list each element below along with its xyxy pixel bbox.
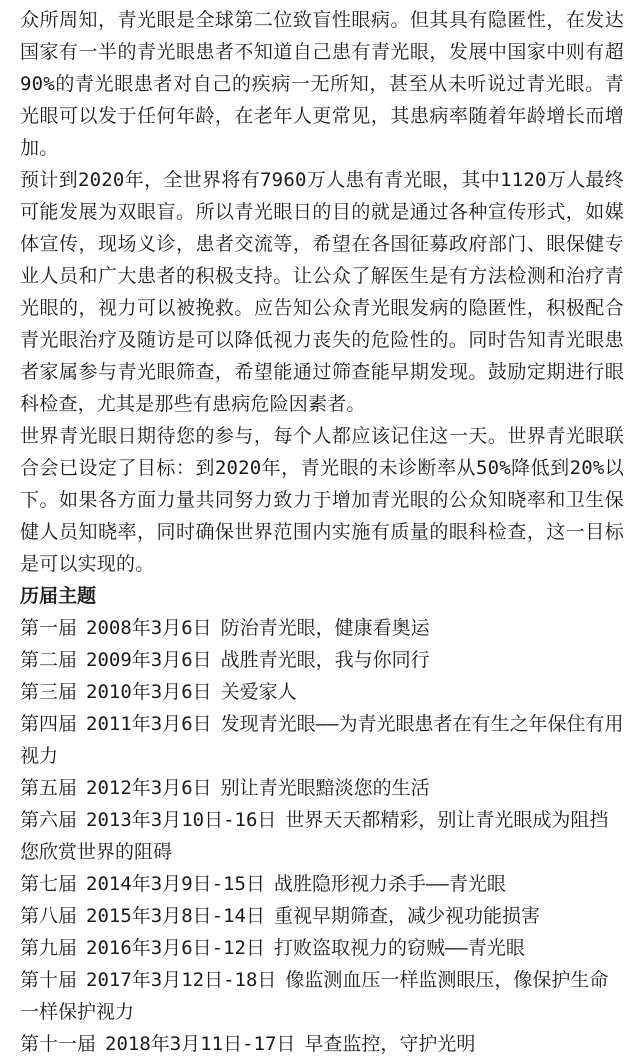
list-item xyxy=(20,868,624,900)
list-item xyxy=(20,1028,624,1060)
theme-text: 战胜青光眼，我与你同行 xyxy=(220,649,430,671)
theme-date: 2016年3月6日-12日 xyxy=(86,937,265,959)
theme-date: 2009年3月6日 xyxy=(86,649,212,671)
theme-edition: 第一届 xyxy=(20,617,78,639)
theme-edition: 第三届 xyxy=(20,681,78,703)
list-item xyxy=(20,644,624,676)
theme-edition: 第九届 xyxy=(20,937,78,959)
theme-text: 战胜隐形视力杀手——青光眼 xyxy=(273,873,506,895)
theme-edition: 第十届 xyxy=(20,969,78,991)
section-title-past-themes: 历届主题 xyxy=(20,585,97,607)
theme-date: 2011年3月6日 xyxy=(86,713,212,735)
theme-date: 2010年3月6日 xyxy=(86,681,212,703)
theme-text: 发现青光眼——为青光眼患者在有生之年保住有用视力 xyxy=(20,713,624,767)
theme-text: 关爱家人 xyxy=(220,681,297,703)
intro-paragraph: 众所周知，青光眼是全球第二位致盲性眼病。但其具有隐匿性，在发达国家有一半的青光眼患者不知道自己患有青光眼，发展中国家中则有超90%的青光眼患者对自己的疾病一无所知，甚至从未听说过青光眼。青光眼可以发于任何年龄，在老年人更常见，其患病率随着年龄增长而增加。 xyxy=(20,9,624,159)
theme-date: 2013年3月10日-16日 xyxy=(86,809,277,831)
theme-date: 2015年3月8日-14日 xyxy=(86,905,265,927)
theme-edition: 第四届 xyxy=(20,713,78,735)
list-item xyxy=(20,708,624,772)
theme-text: 防治青光眼，健康看奥运 xyxy=(220,617,430,639)
theme-edition: 第十一届 xyxy=(20,1033,97,1055)
list-item xyxy=(20,900,624,932)
participation-paragraph: 世界青光眼日期待您的参与，每个人都应该记住这一天。世界青光眼联合会已设定了目标：到2020年，青光眼的未诊断率从50%降低到20%以下。如果各方面力量共同努力致力于增加青光眼的公众知晓率和卫生保健人员知晓率，同时确保世界范围内实施有质量的眼科检查，这一目标是可以实现的。 xyxy=(20,425,624,575)
list-item xyxy=(20,676,624,708)
theme-date: 2014年3月9日-15日 xyxy=(86,873,265,895)
theme-date: 2012年3月6日 xyxy=(86,777,212,799)
themes-list xyxy=(20,612,624,1060)
theme-edition: 第二届 xyxy=(20,649,78,671)
theme-text: 别让青光眼黯淡您的生活 xyxy=(220,777,430,799)
list-item xyxy=(20,932,624,964)
theme-date: 2018年3月11日-17日 xyxy=(105,1033,296,1055)
theme-date: 2017年3月12日-18日 xyxy=(86,969,277,991)
theme-edition: 第五届 xyxy=(20,777,78,799)
list-item xyxy=(20,964,624,1028)
theme-edition: 第八届 xyxy=(20,905,78,927)
list-item xyxy=(20,772,624,804)
theme-edition: 第七届 xyxy=(20,873,78,895)
list-item xyxy=(20,612,624,644)
theme-edition: 第六届 xyxy=(20,809,78,831)
theme-text: 世界天天都精彩，别让青光眼成为阻挡您欣赏世界的阻碍 xyxy=(20,809,609,863)
goal-paragraph: 预计到2020年，全世界将有7960万人患有青光眼，其中1120万人最终可能发展为双眼盲。所以青光眼日的目的就是通过各种宣传形式，如媒体宣传，现场义诊，患者交流等，希望在各国征募政府部门、眼保健专业人员和广大患者的积极支持。让公众了解医生是有方法检测和治疗青光眼的，视力可以被挽救。应告知公众青光眼发病的隐匿性，积极配合青光眼治疗及随访是可以降低视力丧失的危险性的。同时告知青光眼患者家属参与青光眼筛查，希望能通过筛查能早期发现。鼓励定期进行眼科检查，尤其是那些有患病危险因素者。 xyxy=(20,169,624,415)
theme-text: 早查监控，守护光明 xyxy=(304,1033,476,1055)
list-item xyxy=(20,804,624,868)
theme-text: 像监测血压一样监测眼压，像保护生命一样保护视力 xyxy=(20,969,609,1023)
theme-text: 重视早期筛查，减少视功能损害 xyxy=(273,905,540,927)
theme-text: 打败盗取视力的窃贼——青光眼 xyxy=(273,937,525,959)
theme-date: 2008年3月6日 xyxy=(86,617,212,639)
